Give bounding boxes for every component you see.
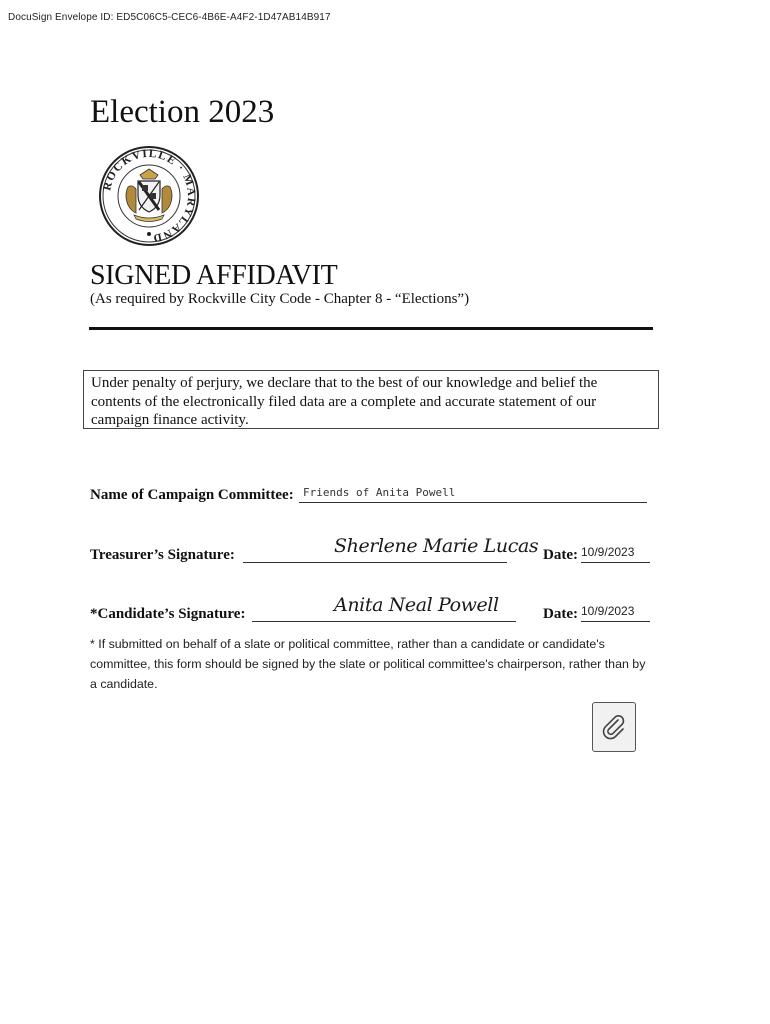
rockville-seal-icon [98, 145, 200, 247]
committee-underline [299, 502, 647, 503]
treasurer-date-field[interactable]: 10/9/2023 [581, 545, 635, 559]
treasurer-signature[interactable]: Sherlene Marie Lucas [334, 535, 539, 557]
treasurer-date-line [581, 562, 650, 563]
city-seal [98, 145, 200, 247]
candidate-date-line [581, 621, 650, 622]
treasurer-signature-line [243, 562, 507, 563]
treasurer-signature-label: Treasurer’s Signature: [90, 547, 235, 563]
envelope-id: DocuSign Envelope ID: ED5C06C5-CEC6-4B6E-A4F2-1D47AB14B917 [8, 12, 331, 23]
page-title: Election 2023 [90, 94, 275, 130]
candidate-date-field[interactable]: 10/9/2023 [581, 604, 635, 618]
affidavit-heading: SIGNED AFFIDAVIT [90, 260, 338, 291]
candidate-signature-label: *Candidate’s Signature: [90, 606, 246, 622]
committee-name-field[interactable]: Friends of Anita Powell [303, 486, 456, 499]
treasurer-date-label: Date: [543, 547, 578, 563]
candidate-signature[interactable]: Anita Neal Powell [334, 594, 499, 616]
candidate-signature-line [252, 621, 516, 622]
candidate-date-label: Date: [543, 606, 578, 622]
perjury-statement: Under penalty of perjury, we declare that to the best of our knowledge and belief the contents of the electronically filed data are a complete and accurate statement of our campaign finance activity. [83, 370, 659, 429]
committee-label: Name of Campaign Committee: [90, 487, 294, 503]
paperclip-icon [599, 712, 629, 742]
seal-text: ROCKVILLE · MARYLAND [101, 147, 198, 245]
attachment-button[interactable] [592, 702, 636, 752]
section-divider [89, 327, 653, 330]
footnote: * If submitted on behalf of a slate or political committee, rather than a candidate or candidate's committee, this form should be signed by the slate or political committee's chairperson, rather than by a candidate. [90, 637, 646, 691]
affidavit-subheading: (As required by Rockville City Code - Chapter 8 - “Elections”) [90, 291, 470, 307]
